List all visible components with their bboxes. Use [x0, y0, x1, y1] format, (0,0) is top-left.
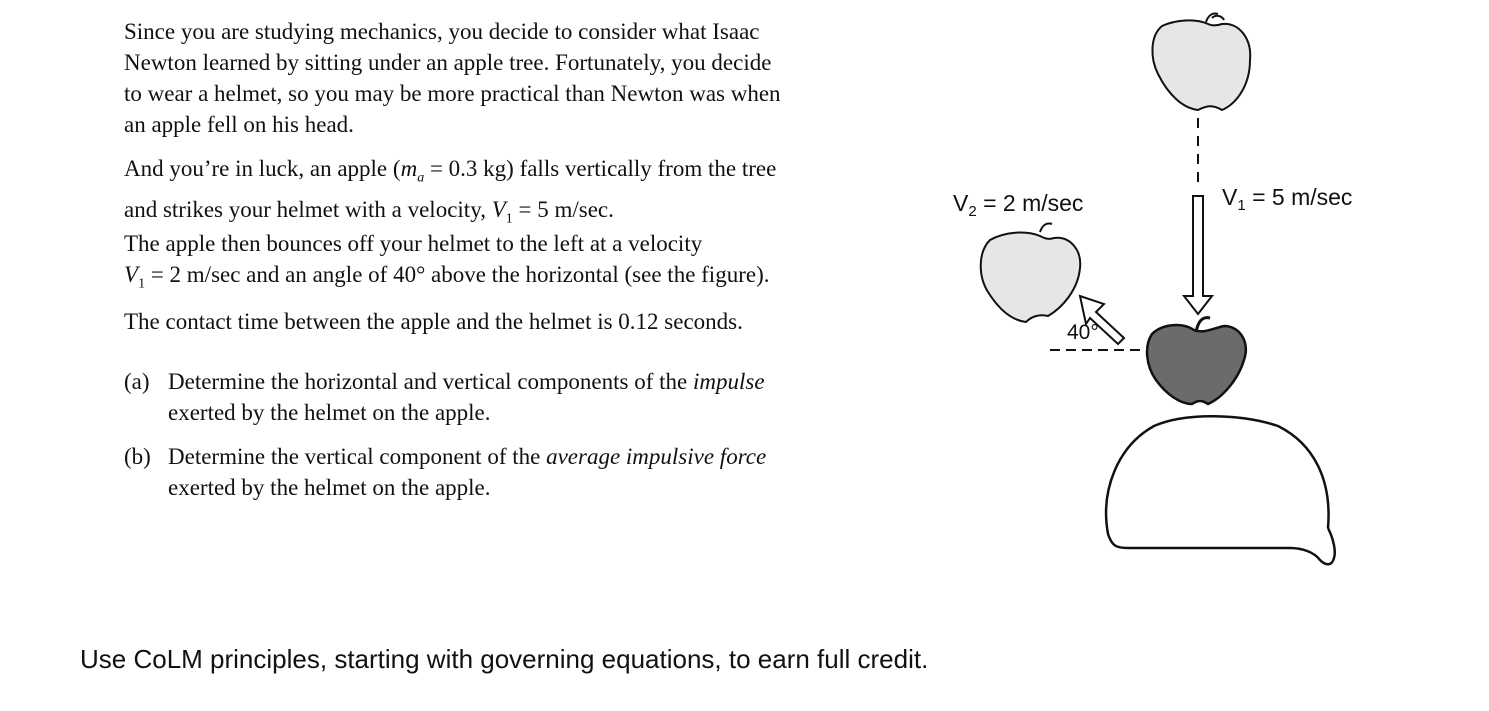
- footer-instruction: Use CoLM principles, starting with governing equations, to earn full credit.: [80, 644, 929, 674]
- angle-label: 40°: [1067, 321, 1099, 344]
- text-line: an apple fell on his head.: [124, 112, 354, 137]
- apple-helmet-figure: [940, 0, 1400, 600]
- question-text: Determine the vertical component of the average impulsive force exerted by the helmet on the apple.: [168, 444, 767, 500]
- text-line: Since you are studying mechanics, you decide to consider what Isaac: [124, 19, 760, 44]
- paragraph-contact-time: [124, 306, 743, 337]
- text-line: and strikes your helmet with a velocity, $V_1 = 5$ m/sec.: [124, 196, 614, 227]
- paragraph-apple-falls: [124, 153, 776, 234]
- question-label: (a): [124, 369, 150, 394]
- text-line: And you’re in luck, an apple ($m_a = 0.3$ kg) falls vertically from the tree: [124, 156, 777, 186]
- v2-label: $V_2 = 2$ m/sec: [953, 190, 1084, 220]
- text-line: The apple then bounces off your helmet to the left at a velocity: [124, 231, 703, 256]
- text-line: Newton learned by sitting under an apple tree. Fortunately, you decide: [124, 50, 772, 75]
- v1-label: $V_1 = 5$ m/sec: [1222, 184, 1353, 214]
- bounce-arrow-icon: [1080, 296, 1124, 344]
- text-line: to wear a helmet, so you may be more practical than Newton was when: [124, 81, 781, 106]
- impact-apple-icon: [1147, 318, 1246, 404]
- down-arrow-icon: [1184, 196, 1212, 314]
- bounced-apple-icon: [981, 223, 1080, 322]
- falling-apple-icon: [1152, 13, 1250, 110]
- helmet-icon: [1106, 416, 1335, 564]
- question-text: Determine the horizontal and vertical components of the impulse exerted by the helmet on the apple.: [168, 369, 765, 425]
- paragraph-intro: [124, 16, 781, 140]
- text-line: The contact time between the apple and the helmet is 0.12 seconds.: [124, 309, 743, 334]
- paragraph-bounce: [124, 228, 769, 300]
- text-line: $V_1 = 2$ m/sec and an angle of 40° above the horizontal (see the figure).: [124, 262, 770, 292]
- question-label: (b): [124, 444, 151, 469]
